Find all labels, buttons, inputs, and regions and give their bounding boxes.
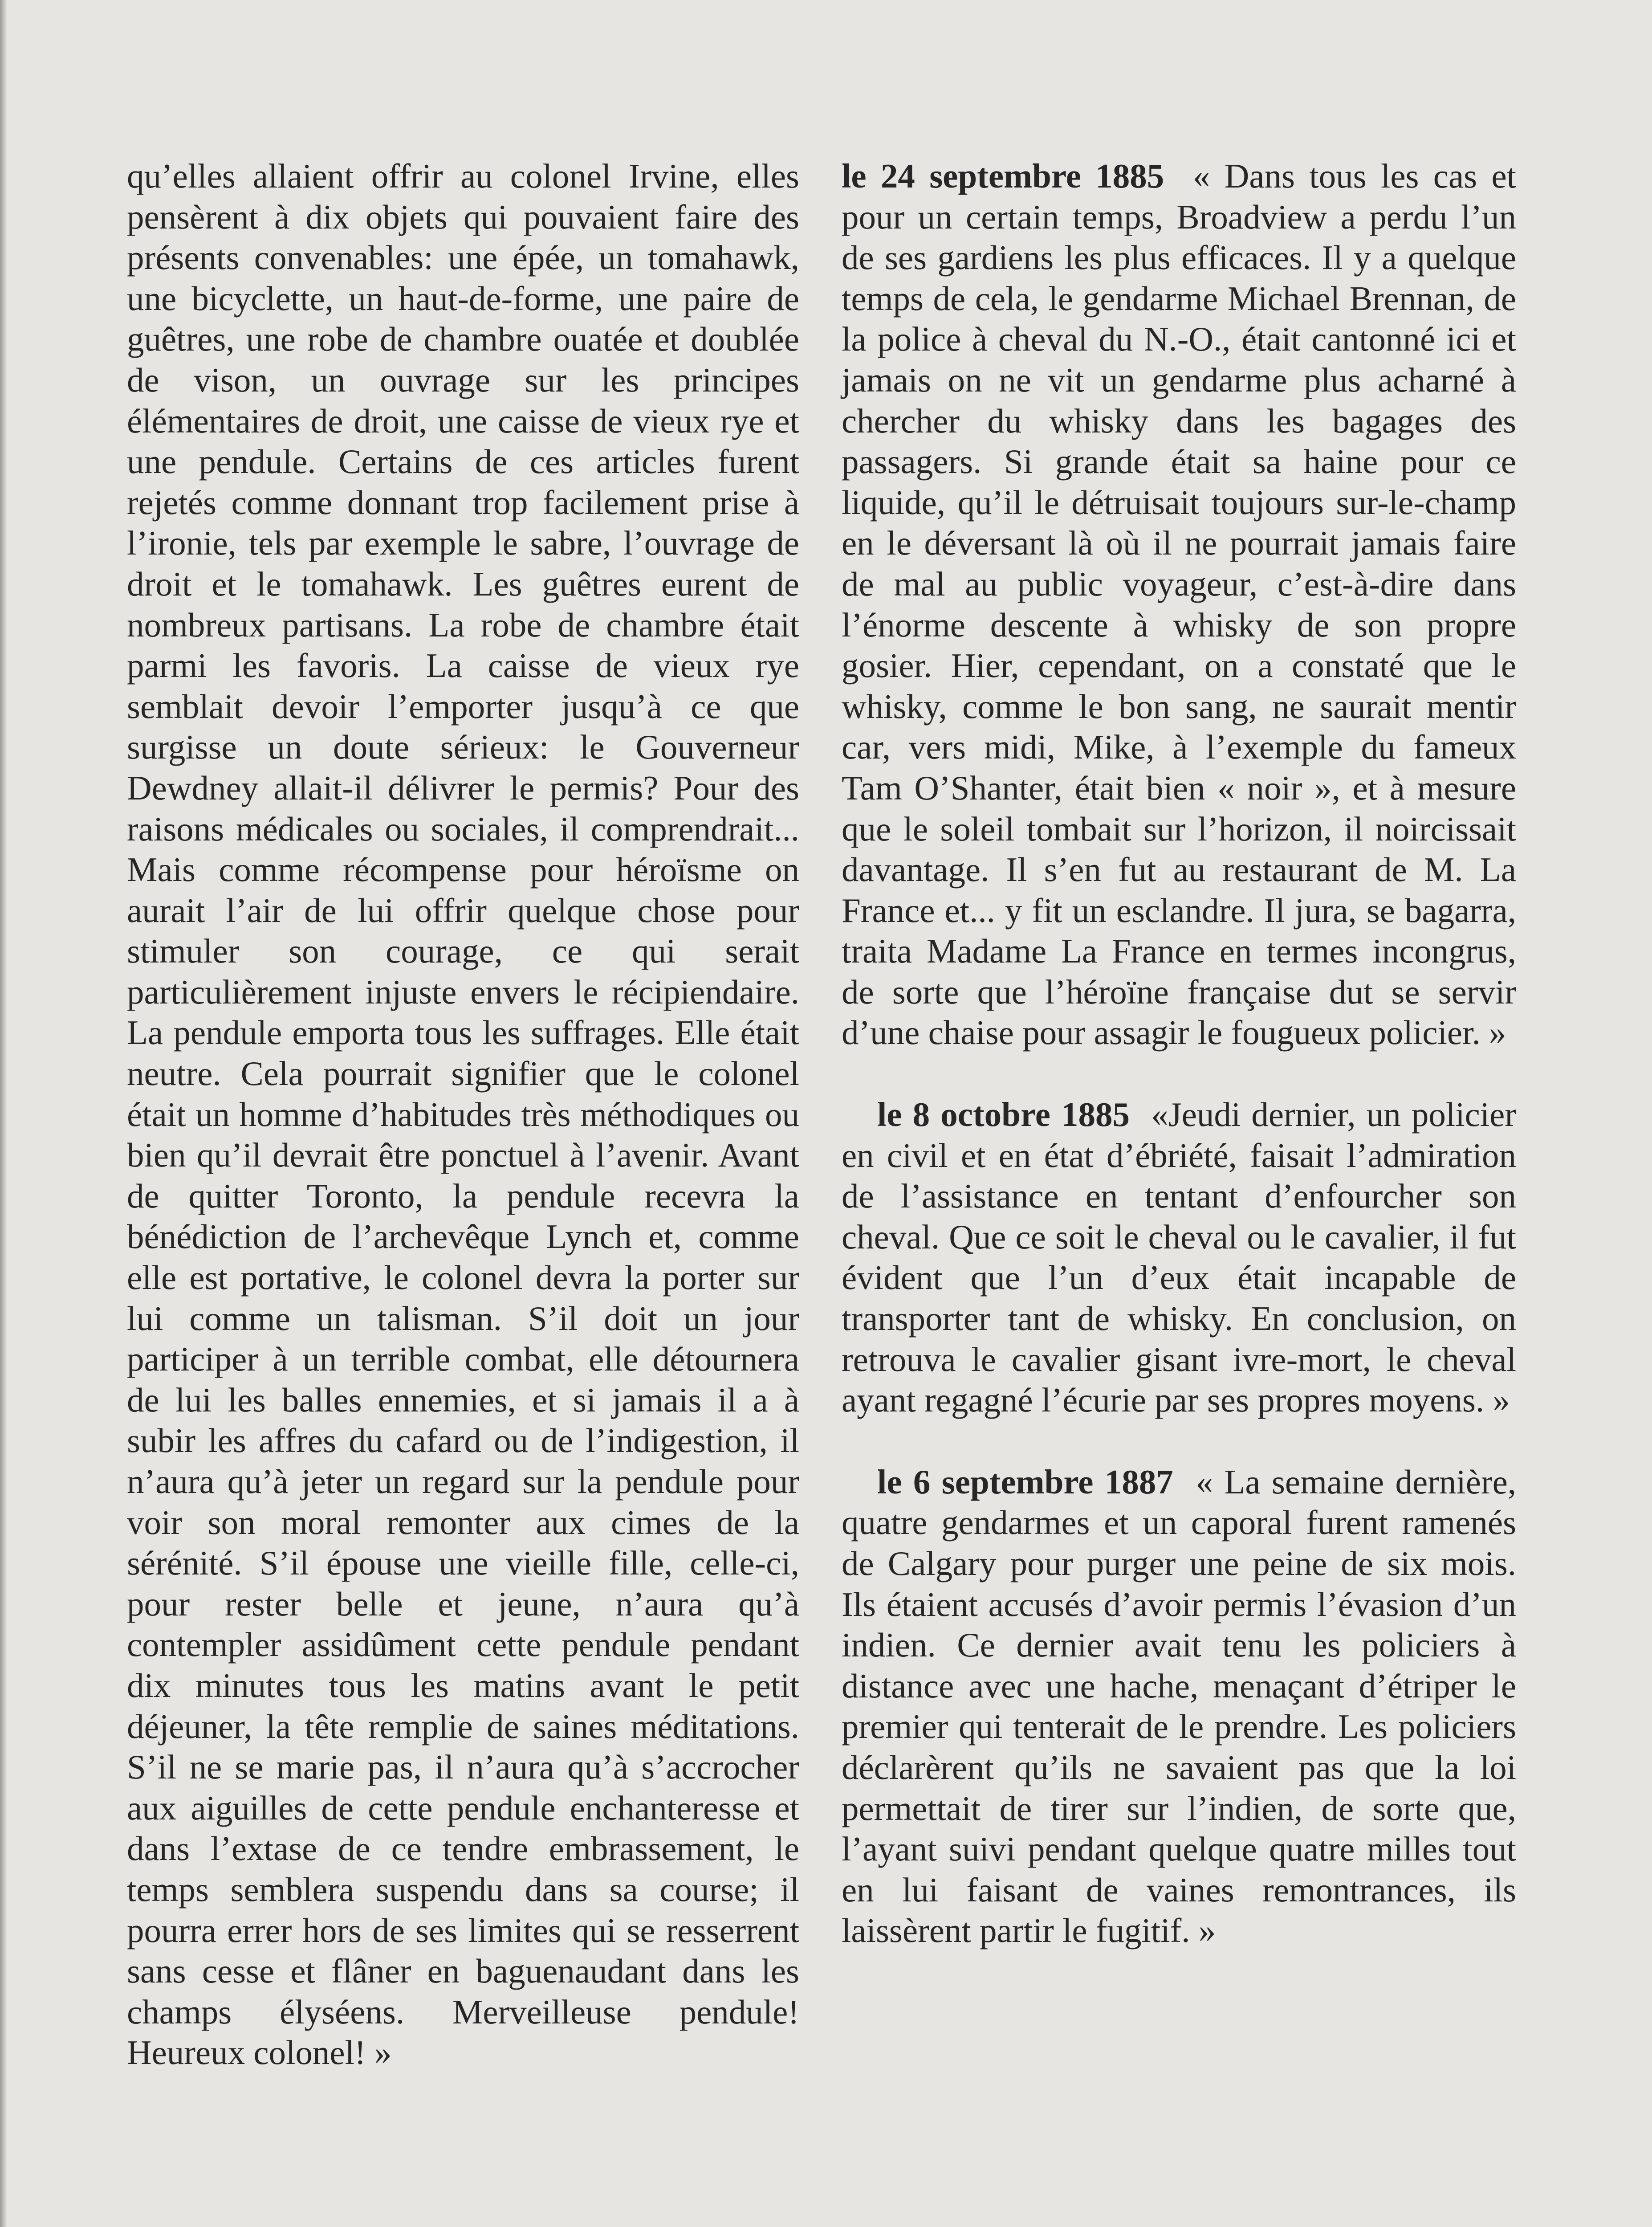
dispatch-date: le 6 septembre 1887 bbox=[877, 1462, 1173, 1501]
dispatch-date: le 8 octobre 1885 bbox=[877, 1095, 1130, 1134]
page-edge-shadow bbox=[0, 0, 7, 2227]
dispatch-entry bbox=[842, 156, 1516, 1053]
dispatch-entry bbox=[842, 1462, 1516, 1951]
left-column-paragraph: qu’elles allaient offrir au colonel Irvine, elles pensèrent à dix objets qui pouvaient faire des présents convenables: une épée, un tomahawk, une bicyclette, un haut-de-forme, une paire de guêtres, une robe de chambre ouatée et doublée de vison, un ouvrage sur les principes élémentaires de droit, une caisse de vieux rye et une pendule. Certains de ces articles furent rejetés comme donnant trop facilement prise à l’ironie, tels par exemple le sabre, l’ouvrage de droit et le tomahawk. Les guêtres eurent de nombreux partisans. La robe de chambre était parmi les favoris. La caisse de vieux rye semblait devoir l’emporter jusqu’à ce que surgisse un doute sérieux: le Gouverneur Dewdney allait-il délivrer le permis? Pour des raisons médicales ou sociales, il comprendrait... Mais comme récompense pour héroïsme on aurait l’air de lui offrir quelque chose pour stimuler son courage, ce qui serait particulièrement injuste envers le récipiendaire. La pendule emporta tous les suffrages. Elle était neutre. Cela pourrait signifier que le colonel était un homme d’habitudes très méthodiques ou bien qu’il devrait être ponctuel à l’avenir. Avant de quitter Toronto, la pendule recevra la bénédiction de l’archevêque Lynch et, comme elle est portative, le colonel devra la porter sur lui comme un talisman. S’il doit un jour participer à un terrible combat, elle détournera de lui les balles ennemies, et si jamais il a à subir les affres du cafard ou de l’indigestion, il n’aura qu’à jeter un regard sur la pendule pour voir son moral remonter aux cimes de la sérénité. S’il épouse une vieille fille, celle-ci, pour rester belle et jeune, n’aura qu’à contempler assidûment cette pendule pendant dix minutes tous les matins avant le petit déjeuner, la tête remplie de saines méditations. S’il ne se marie pas, il n’aura qu’à s’accrocher aux aiguilles de cette pendule enchanteresse et dans l’extase de ce tendre embrassement, le temps semblera suspendu dans sa course; il pourra errer hors de ses limites qui se resserrent sans cesse et flâner en baguenaudant dans les champs élyséens. Merveilleuse pendule! Heureux colonel! » bbox=[127, 157, 799, 2072]
dispatch-text: « Dans tous les cas et pour un certain temps, Broadview a perdu l’un de ses gardiens les plus efficaces. Il y a quelque temps de cela, le gendarme Michael Brennan, de la police à cheval du N.-O., était cantonné ici et jamais on ne vit un gendarme plus acharné à chercher du whisky dans les bagages des passagers. Si grande était sa haine pour ce liquide, qu’il le détruisait toujours sur-le-champ en le déversant là où il ne pourrait jamais faire de mal au public voyageur, c’est-à-dire dans l’énorme descente à whisky de son propre gosier. Hier, cependant, on a constaté que le whisky, comme le bon sang, ne saurait mentir car, vers midi, Mike, à l’exemple du fameux Tam O’Shanter, était bien « noir », et à mesure que le soleil tombait sur l’horizon, il noircissait davantage. Il s’en fut au restaurant de M. La France et... y fit un esclandre. Il jura, se bagarra, traita Madame La France en termes incongrus, de sorte que l’héroïne française dut se servir d’une chaise pour assagir le fougueux policier. » bbox=[842, 157, 1517, 1052]
dispatch-date: le 24 septembre 1885 bbox=[842, 157, 1164, 195]
right-column bbox=[842, 156, 1516, 1951]
dispatch-text: «Jeudi dernier, un policier en civil et en état d’ébriété, faisait l’admiration de l’assistance en tentant d’enfourcher son cheval. Que ce soit le cheval ou le cavalier, il fut évident que l’un d’eux était incapable de transporter tant de whisky. En conclusion, on retrouva le cavalier gisant ivre-mort, le cheval ayant regagné l’écurie par ses propres moyens. » bbox=[842, 1095, 1516, 1419]
left-column bbox=[127, 156, 799, 2073]
dispatch-text: « La semaine dernière, quatre gendarmes et un caporal furent ramenés de Calgary pour purger une peine de six mois. Ils étaient accusés d’avoir permis l’évasion d’un indien. Ce dernier avait tenu les policiers à distance avec une hache, menaçant d’étriper le premier qui tenterait de le prendre. Les policiers déclarèrent qu’ils ne savaient pas que la loi permettait de tirer sur l’indien, de sorte que, l’ayant suivi pendant quelque quatre milles tout en lui faisant de vaines remontrances, ils laissèrent partir le fugitif. » bbox=[842, 1462, 1517, 1950]
dispatch-entry bbox=[842, 1094, 1516, 1421]
